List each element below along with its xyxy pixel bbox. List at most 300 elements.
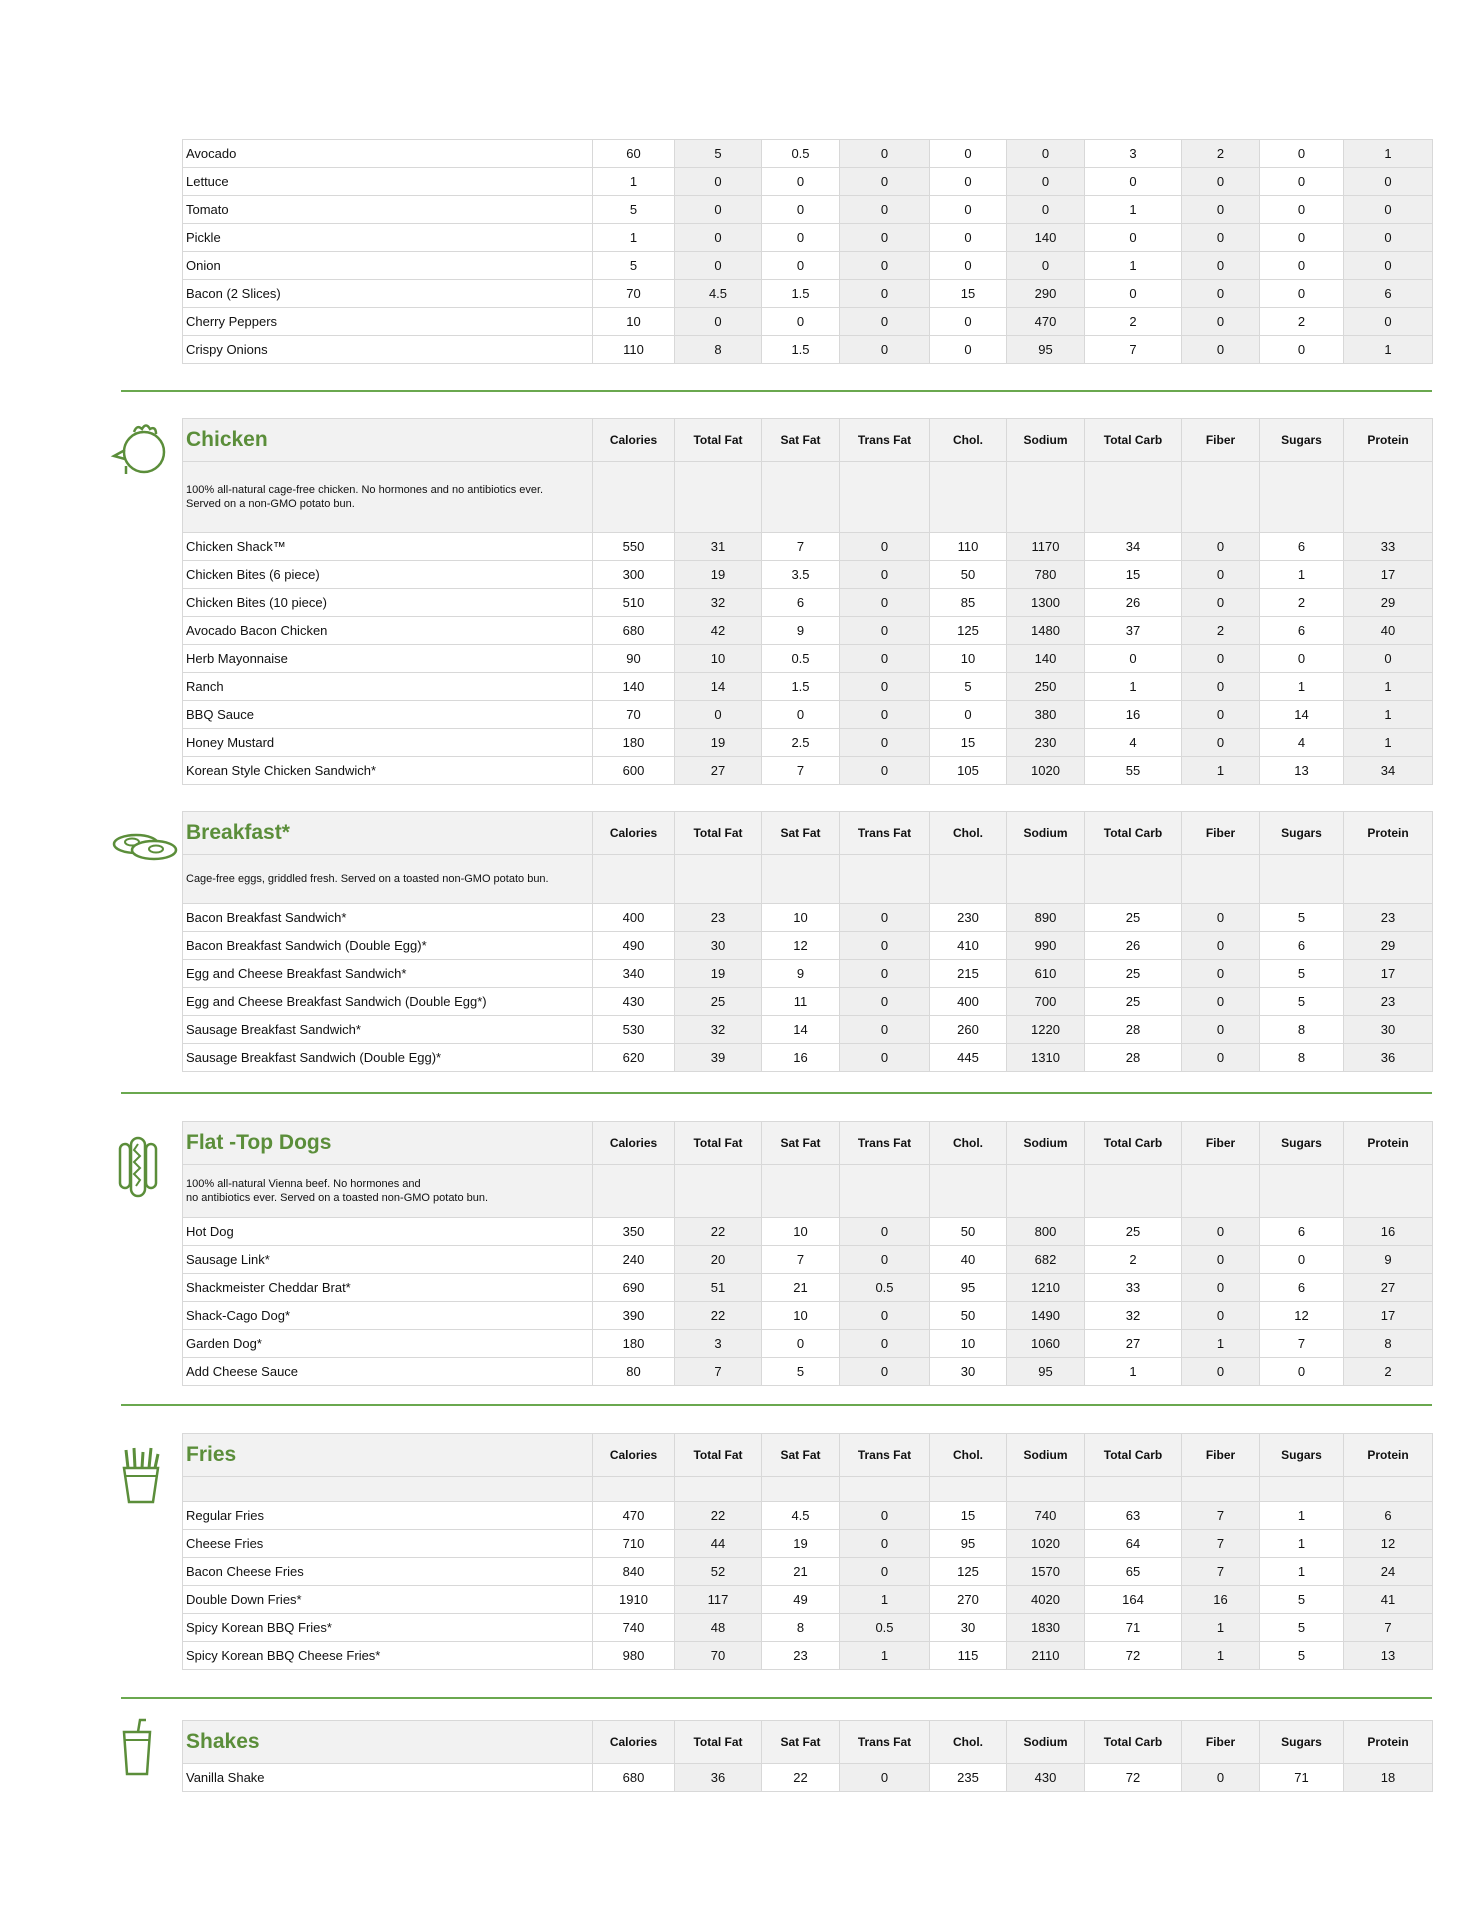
nutrient-value: 270 (930, 1586, 1007, 1614)
nutrient-value: 1 (1085, 673, 1182, 701)
nutrient-value: 3.5 (762, 561, 840, 589)
empty-cell (762, 855, 840, 904)
nutrient-value: 51 (675, 1274, 762, 1302)
item-name: Sausage Link* (183, 1246, 593, 1274)
empty-cell (1344, 1165, 1433, 1218)
item-name: Bacon (2 Slices) (183, 280, 593, 308)
empty-cell (1260, 855, 1344, 904)
column-header: Sugars (1260, 1721, 1344, 1764)
table-row (183, 729, 1433, 757)
table-row (183, 280, 1433, 308)
nutrient-value: 0 (1344, 224, 1433, 252)
nutrient-value: 400 (930, 988, 1007, 1016)
nutrient-value: 0 (840, 533, 930, 561)
nutrient-value: 17 (1344, 960, 1433, 988)
nutrient-value: 0 (1182, 1218, 1260, 1246)
nutrient-value: 980 (593, 1642, 675, 1670)
nutrient-value: 0 (840, 1502, 930, 1530)
section-title: Flat -Top Dogs (183, 1122, 593, 1165)
nutrient-value: 16 (1182, 1586, 1260, 1614)
section-divider (121, 1697, 1432, 1699)
table-row (183, 1642, 1433, 1670)
nutrient-value: 5 (762, 1358, 840, 1386)
nutrient-value: 13 (1344, 1642, 1433, 1670)
column-header: Sodium (1007, 812, 1085, 855)
nutrient-value: 7 (1182, 1502, 1260, 1530)
empty-cell (1007, 1165, 1085, 1218)
table-row (183, 932, 1433, 960)
item-name: Tomato (183, 196, 593, 224)
nutrient-value: 1570 (1007, 1558, 1085, 1586)
empty-cell (1260, 1165, 1344, 1218)
nutrient-value: 0 (840, 1330, 930, 1358)
nutrient-value: 50 (930, 561, 1007, 589)
dogs-table (182, 1121, 1433, 1386)
nutrient-value: 1020 (1007, 757, 1085, 785)
empty-cell (1085, 1477, 1182, 1502)
nutrient-value: 70 (593, 701, 675, 729)
nutrient-value: 0 (762, 196, 840, 224)
nutrient-value: 0 (1260, 1246, 1344, 1274)
empty-cell (1085, 855, 1182, 904)
description-line: no antibiotics ever. Served on a toasted non-GMO potato bun. (186, 1192, 489, 1204)
nutrient-value: 0 (1260, 645, 1344, 673)
nutrient-value: 682 (1007, 1246, 1085, 1274)
nutrient-value: 0 (1344, 196, 1433, 224)
item-name: BBQ Sauce (183, 701, 593, 729)
empty-cell (1085, 1165, 1182, 1218)
nutrient-value: 530 (593, 1016, 675, 1044)
nutrient-value: 0 (840, 1302, 930, 1330)
nutrient-value: 0 (1182, 308, 1260, 336)
nutrient-value: 125 (930, 1558, 1007, 1586)
nutrient-value: 990 (1007, 932, 1085, 960)
nutrient-value: 0 (762, 701, 840, 729)
empty-cell (1007, 462, 1085, 533)
table-row (183, 701, 1433, 729)
nutrient-value: 600 (593, 757, 675, 785)
column-header: Calories (593, 1122, 675, 1165)
nutrient-value: 2 (1260, 308, 1344, 336)
nutrient-value: 1060 (1007, 1330, 1085, 1358)
nutrient-value: 2 (1182, 617, 1260, 645)
column-header: Fiber (1182, 1434, 1260, 1477)
column-header: Total Fat (675, 419, 762, 462)
column-header: Total Fat (675, 812, 762, 855)
nutrient-value: 32 (675, 589, 762, 617)
nutrient-value: 0 (840, 1764, 930, 1792)
nutrient-value: 610 (1007, 960, 1085, 988)
nutrient-value: 1220 (1007, 1016, 1085, 1044)
nutrient-value: 2 (1260, 589, 1344, 617)
item-name: Bacon Breakfast Sandwich (Double Egg)* (183, 932, 593, 960)
nutrient-value: 0 (840, 308, 930, 336)
nutrient-value: 70 (593, 280, 675, 308)
nutrient-value: 39 (675, 1044, 762, 1072)
column-header: Fiber (1182, 812, 1260, 855)
nutrient-value: 5 (1260, 1586, 1344, 1614)
nutrient-value: 350 (593, 1218, 675, 1246)
column-header: Sat Fat (762, 1721, 840, 1764)
nutrient-value: 0 (930, 140, 1007, 168)
nutrient-value: 0 (762, 224, 840, 252)
table-header-row (183, 419, 1433, 462)
nutrient-value: 0 (930, 224, 1007, 252)
empty-cell (1007, 855, 1085, 904)
nutrient-value: 400 (593, 904, 675, 932)
nutrient-value: 680 (593, 1764, 675, 1792)
nutrient-value: 12 (1344, 1530, 1433, 1558)
nutrient-value: 9 (762, 960, 840, 988)
column-header: Total Fat (675, 1122, 762, 1165)
table-row (183, 533, 1433, 561)
nutrient-value: 6 (1344, 1502, 1433, 1530)
nutrient-value: 0 (1182, 673, 1260, 701)
nutrient-value: 445 (930, 1044, 1007, 1072)
table-row (183, 988, 1433, 1016)
nutrient-value: 0 (840, 932, 930, 960)
nutrient-value: 26 (1085, 932, 1182, 960)
nutrient-value: 25 (1085, 988, 1182, 1016)
item-name: Egg and Cheese Breakfast Sandwich* (183, 960, 593, 988)
item-name: Sausage Breakfast Sandwich* (183, 1016, 593, 1044)
nutrient-value: 30 (1344, 1016, 1433, 1044)
nutrient-value: 620 (593, 1044, 675, 1072)
nutrient-value: 0 (1182, 561, 1260, 589)
column-header: Sugars (1260, 1122, 1344, 1165)
column-header: Sat Fat (762, 812, 840, 855)
nutrient-value: 9 (1344, 1246, 1433, 1274)
nutrient-value: 1490 (1007, 1302, 1085, 1330)
nutrient-value: 80 (593, 1358, 675, 1386)
table-row (183, 1530, 1433, 1558)
nutrient-value: 0 (1182, 988, 1260, 1016)
nutrient-value: 50 (930, 1302, 1007, 1330)
column-header: Fiber (1182, 419, 1260, 462)
nutrient-value: 110 (593, 336, 675, 364)
column-header: Sat Fat (762, 419, 840, 462)
nutrient-value: 15 (930, 729, 1007, 757)
nutrient-value: 0 (762, 308, 840, 336)
nutrient-value: 8 (675, 336, 762, 364)
item-name: Cherry Peppers (183, 308, 593, 336)
nutrient-value: 25 (675, 988, 762, 1016)
column-header: Total Carb (1085, 1122, 1182, 1165)
breakfast-table (182, 811, 1433, 1072)
nutrient-value: 1 (1085, 252, 1182, 280)
table-header-row (183, 1434, 1433, 1477)
nutrient-value: 1310 (1007, 1044, 1085, 1072)
nutrient-value: 1210 (1007, 1274, 1085, 1302)
nutrient-value: 0 (1344, 645, 1433, 673)
nutrient-value: 0 (840, 589, 930, 617)
column-header: Total Carb (1085, 1721, 1182, 1764)
nutrient-value: 40 (930, 1246, 1007, 1274)
nutrient-value: 21 (762, 1274, 840, 1302)
shake-cup-icon (120, 1718, 154, 1776)
empty-cell (1260, 462, 1344, 533)
nutrient-value: 7 (762, 757, 840, 785)
column-header: Sugars (1260, 812, 1344, 855)
nutrient-value: 18 (1344, 1764, 1433, 1792)
nutrient-value: 1.5 (762, 336, 840, 364)
column-header: Sodium (1007, 419, 1085, 462)
nutrient-value: 0 (1344, 168, 1433, 196)
nutrient-value: 710 (593, 1530, 675, 1558)
item-name: Double Down Fries* (183, 1586, 593, 1614)
section-description (183, 855, 593, 904)
nutrient-value: 0 (840, 1016, 930, 1044)
column-header: Chol. (930, 419, 1007, 462)
nutrient-value: 0 (840, 1218, 930, 1246)
nutrient-value: 0 (930, 701, 1007, 729)
table-header-row (183, 1122, 1433, 1165)
nutrient-value: 780 (1007, 561, 1085, 589)
table-row (183, 1016, 1433, 1044)
empty-cell (930, 462, 1007, 533)
column-header: Trans Fat (840, 1721, 930, 1764)
empty-cell (930, 855, 1007, 904)
table-row (183, 1502, 1433, 1530)
nutrient-value: 0 (930, 196, 1007, 224)
nutrient-value: 0 (1260, 1358, 1344, 1386)
empty-cell (1344, 462, 1433, 533)
nutrient-value: 6 (762, 589, 840, 617)
nutrient-value: 4 (1260, 729, 1344, 757)
nutrient-value: 34 (1085, 533, 1182, 561)
nutrient-value: 0 (1085, 645, 1182, 673)
nutrient-value: 0 (840, 673, 930, 701)
table-row (183, 196, 1433, 224)
nutrient-value: 0 (1260, 168, 1344, 196)
nutrient-value: 64 (1085, 1530, 1182, 1558)
nutrient-value: 0 (1182, 1302, 1260, 1330)
empty-cell (840, 1477, 930, 1502)
item-name: Garden Dog* (183, 1330, 593, 1358)
table-row (183, 140, 1433, 168)
nutrient-value: 4020 (1007, 1586, 1085, 1614)
section-divider (121, 1404, 1432, 1406)
nutrient-value: 840 (593, 1558, 675, 1586)
nutrient-value: 24 (1344, 1558, 1433, 1586)
nutrient-value: 0 (840, 1558, 930, 1586)
nutrient-value: 0 (1182, 1274, 1260, 1302)
empty-cell (930, 1477, 1007, 1502)
nutrient-value: 4.5 (762, 1502, 840, 1530)
nutrient-value: 27 (1344, 1274, 1433, 1302)
column-header: Trans Fat (840, 1434, 930, 1477)
nutrient-value: 0 (840, 561, 930, 589)
nutrient-value: 0 (930, 336, 1007, 364)
nutrient-value: 490 (593, 932, 675, 960)
section-title: Fries (183, 1434, 593, 1477)
nutrient-value: 0 (1182, 1016, 1260, 1044)
nutrient-value: 0 (1182, 224, 1260, 252)
empty-cell (762, 462, 840, 533)
nutrient-value: 7 (675, 1358, 762, 1386)
nutrient-value: 13 (1260, 757, 1344, 785)
nutrient-value: 1 (1260, 1558, 1344, 1586)
nutrient-value: 0 (1182, 196, 1260, 224)
nutrient-value: 390 (593, 1302, 675, 1330)
nutrient-value: 10 (675, 645, 762, 673)
description-row (183, 462, 1433, 533)
description-row (183, 855, 1433, 904)
nutrient-value: 0 (1182, 336, 1260, 364)
column-header: Calories (593, 1721, 675, 1764)
nutrient-value: 260 (930, 1016, 1007, 1044)
table-row (183, 1274, 1433, 1302)
item-name: Vanilla Shake (183, 1764, 593, 1792)
item-name: Egg and Cheese Breakfast Sandwich (Double Egg*) (183, 988, 593, 1016)
nutrient-value: 25 (1085, 904, 1182, 932)
nutrient-value: 140 (593, 673, 675, 701)
chicken-section (182, 418, 1432, 785)
nutrient-value: 90 (593, 645, 675, 673)
nutrient-value: 4 (1085, 729, 1182, 757)
item-name: Honey Mustard (183, 729, 593, 757)
nutrient-value: 1 (593, 224, 675, 252)
nutrient-value: 800 (1007, 1218, 1085, 1246)
nutrient-value: 1 (1344, 336, 1433, 364)
nutrient-value: 1830 (1007, 1614, 1085, 1642)
nutrient-value: 0 (1260, 140, 1344, 168)
nutrient-value: 0 (1182, 252, 1260, 280)
nutrient-value: 30 (930, 1358, 1007, 1386)
table-row (183, 1764, 1433, 1792)
nutrient-value: 30 (930, 1614, 1007, 1642)
section-divider (121, 390, 1432, 392)
nutrient-value: 300 (593, 561, 675, 589)
column-header: Sugars (1260, 419, 1344, 462)
nutrient-value: 23 (762, 1642, 840, 1670)
eggs-icon (110, 828, 178, 864)
nutrient-value: 10 (930, 645, 1007, 673)
column-header: Total Carb (1085, 419, 1182, 462)
nutrient-value: 7 (1182, 1530, 1260, 1558)
nutrient-value: 1 (1182, 1614, 1260, 1642)
nutrient-value: 0 (1085, 168, 1182, 196)
nutrient-value: 63 (1085, 1502, 1182, 1530)
nutrient-value: 0 (840, 1246, 930, 1274)
nutrient-value: 2110 (1007, 1642, 1085, 1670)
item-name: Avocado (183, 140, 593, 168)
nutrient-value: 85 (930, 589, 1007, 617)
column-header: Trans Fat (840, 1122, 930, 1165)
nutrient-value: 125 (930, 617, 1007, 645)
nutrient-value: 0 (840, 196, 930, 224)
nutrient-value: 8 (762, 1614, 840, 1642)
nutrient-value: 0 (675, 252, 762, 280)
nutrient-value: 0 (840, 1358, 930, 1386)
nutrient-value: 27 (675, 757, 762, 785)
table-header-row (183, 812, 1433, 855)
nutrient-value: 30 (675, 932, 762, 960)
empty-cell (675, 462, 762, 533)
empty-cell (840, 462, 930, 533)
nutrient-value: 1 (1344, 729, 1433, 757)
description-line: Served on a non-GMO potato bun. (186, 498, 355, 510)
nutrient-value: 0 (1182, 701, 1260, 729)
nutrient-value: 1910 (593, 1586, 675, 1614)
column-header: Sodium (1007, 1721, 1085, 1764)
nutrient-value: 21 (762, 1558, 840, 1586)
nutrient-value: 2 (1182, 140, 1260, 168)
column-header: Calories (593, 419, 675, 462)
empty-cell (1007, 1477, 1085, 1502)
column-header: Chol. (930, 812, 1007, 855)
section-title: Shakes (183, 1721, 593, 1764)
nutrient-value: 340 (593, 960, 675, 988)
nutrient-value: 11 (762, 988, 840, 1016)
nutrient-value: 1 (840, 1642, 930, 1670)
breakfast-section (182, 811, 1432, 1072)
nutrient-value: 7 (1344, 1614, 1433, 1642)
empty-cell (593, 855, 675, 904)
item-name: Shackmeister Cheddar Brat* (183, 1274, 593, 1302)
item-name: Add Cheese Sauce (183, 1358, 593, 1386)
nutrient-value: 0 (1260, 196, 1344, 224)
nutrient-value: 1170 (1007, 533, 1085, 561)
nutrient-value: 0.5 (762, 140, 840, 168)
nutrient-value: 17 (1344, 1302, 1433, 1330)
item-name: Sausage Breakfast Sandwich (Double Egg)* (183, 1044, 593, 1072)
nutrient-value: 29 (1344, 932, 1433, 960)
table-row (183, 308, 1433, 336)
item-name: Shack-Cago Dog* (183, 1302, 593, 1330)
nutrient-value: 0 (1007, 196, 1085, 224)
nutrient-value: 0 (675, 224, 762, 252)
nutrient-value: 5 (1260, 1642, 1344, 1670)
nutrient-value: 0 (762, 168, 840, 196)
nutrient-value: 230 (1007, 729, 1085, 757)
nutrient-value: 16 (762, 1044, 840, 1072)
nutrient-value: 71 (1085, 1614, 1182, 1642)
empty-cell (762, 1477, 840, 1502)
nutrient-value: 36 (675, 1764, 762, 1792)
nutrient-value: 1 (1182, 1642, 1260, 1670)
column-header: Fiber (1182, 1721, 1260, 1764)
nutrient-value: 0 (1182, 533, 1260, 561)
description-line: 100% all-natural Vienna beef. No hormones and (186, 1178, 421, 1190)
column-header: Chol. (930, 1122, 1007, 1165)
nutrient-value: 1.5 (762, 673, 840, 701)
nutrient-value: 105 (930, 757, 1007, 785)
nutrient-value: 70 (675, 1642, 762, 1670)
nutrient-value: 430 (1007, 1764, 1085, 1792)
nutrient-value: 3 (675, 1330, 762, 1358)
nutrient-value: 8 (1260, 1016, 1344, 1044)
nutrient-value: 164 (1085, 1586, 1182, 1614)
nutrient-value: 380 (1007, 701, 1085, 729)
table-row (183, 1330, 1433, 1358)
nutrient-value: 0 (1182, 1358, 1260, 1386)
nutrient-value: 32 (1085, 1302, 1182, 1330)
nutrient-value: 10 (593, 308, 675, 336)
nutrient-value: 60 (593, 140, 675, 168)
item-name: Regular Fries (183, 1502, 593, 1530)
description-line: 100% all-natural cage-free chicken. No hormones and no antibiotics ever. (186, 484, 544, 496)
nutrient-value: 1 (1344, 701, 1433, 729)
nutrient-value: 32 (675, 1016, 762, 1044)
nutrient-value: 2 (1085, 1246, 1182, 1274)
column-header: Trans Fat (840, 812, 930, 855)
nutrient-value: 15 (930, 280, 1007, 308)
dogs-section (182, 1121, 1432, 1386)
nutrient-value: 52 (675, 1558, 762, 1586)
hot-dog-icon (116, 1136, 160, 1198)
nutrient-value: 0 (1182, 932, 1260, 960)
